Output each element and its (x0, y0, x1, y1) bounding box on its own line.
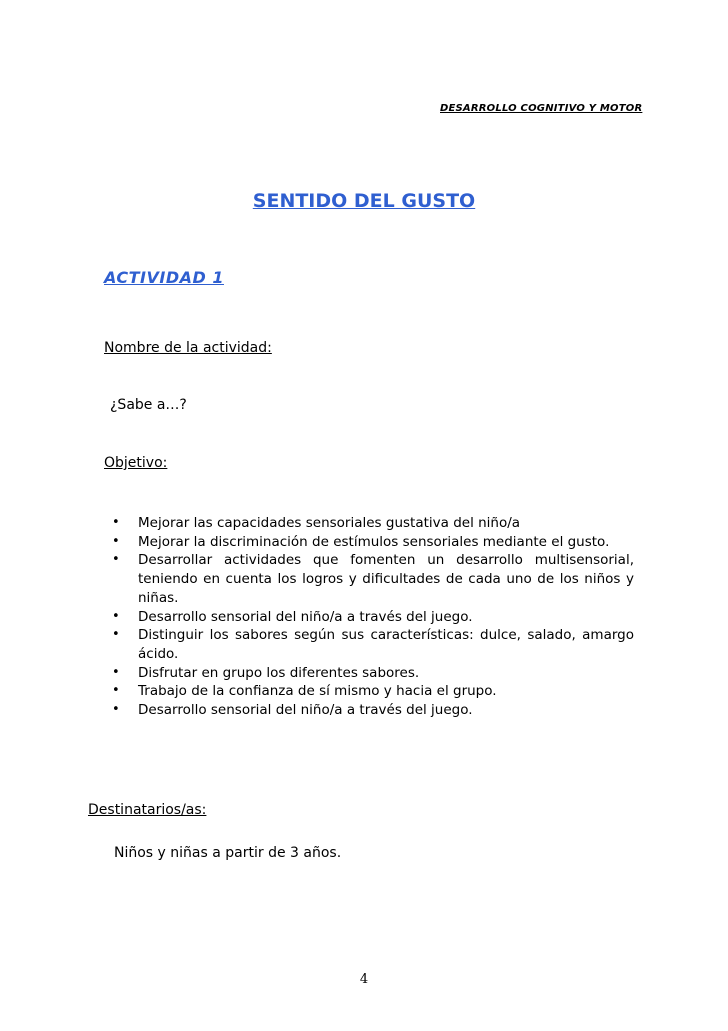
bullet-icon: • (112, 608, 120, 624)
activity-name-value: ¿Sabe a…? (110, 397, 187, 413)
objective-text: Desarrollo sensorial del niño/a a través del juego. (138, 702, 473, 719)
list-item (110, 608, 634, 627)
page-title: SENTIDO DEL GUSTO (252, 190, 476, 212)
recipients-value: Niños y niñas a partir de 3 años. (114, 845, 342, 861)
objective-text: Desarrollo sensorial del niño/a a través del juego. (138, 608, 473, 625)
recipients-label: Destinatarios/as: (88, 802, 207, 818)
bullet-icon: • (112, 683, 120, 699)
list-item (110, 626, 634, 663)
objective-text: Disfrutar en grupo los diferentes sabores. (138, 664, 420, 681)
bullet-icon: • (112, 533, 120, 549)
objective-text: Mejorar las capacidades sensoriales gustativa del niño/a (138, 515, 521, 531)
objectives-list (110, 514, 634, 720)
list-item (110, 701, 634, 720)
activity-heading: ACTIVIDAD 1 (104, 268, 224, 287)
list-item (110, 533, 634, 552)
list-item (110, 514, 634, 533)
bullet-icon: • (112, 515, 120, 530)
objective-text: Distinguir los sabores según sus características: dulce, salado, amargo ácido. (138, 627, 634, 662)
bullet-icon: • (112, 702, 120, 718)
bullet-icon: • (112, 552, 120, 568)
objective-text: Trabajo de la confianza de sí mismo y hacia el grupo. (138, 683, 497, 700)
bullet-icon: • (112, 627, 120, 643)
list-item (110, 664, 634, 683)
bullet-icon: • (112, 664, 120, 680)
page-number: 4 (359, 972, 369, 987)
objective-text: Desarrollar actividades que fomenten un desarrollo multisensorial, teniendo en cuenta los logros y dificultades de cada uno de los niños y niñas. (138, 552, 634, 606)
running-header: DESARROLLO COGNITIVO Y MOTOR (440, 103, 643, 114)
list-item (110, 551, 634, 607)
objective-text: Mejorar la discriminación de estímulos sensoriales mediante el gusto. (138, 533, 610, 550)
objective-label: Objetivo: (104, 455, 168, 471)
list-item (110, 682, 634, 701)
activity-name-label: Nombre de la actividad: (104, 340, 272, 356)
